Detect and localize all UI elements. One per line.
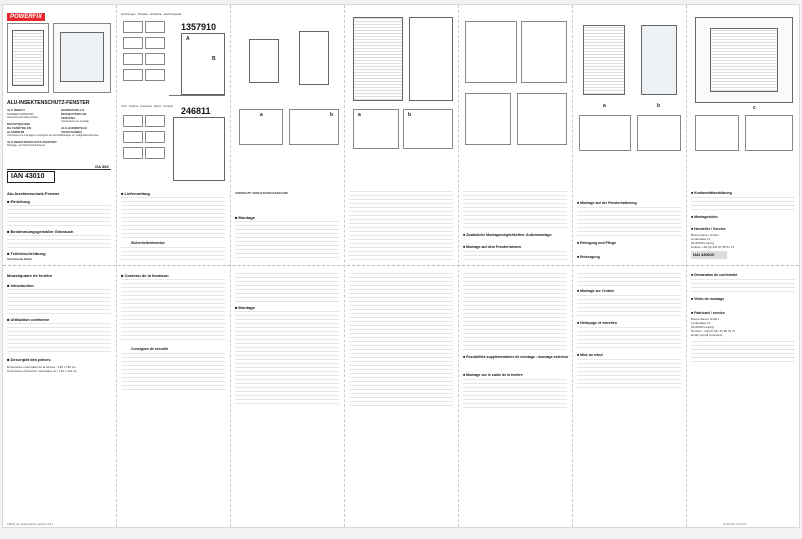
step-figure <box>579 21 631 101</box>
section-heading: ■ Contenu de la livraison <box>121 273 169 278</box>
fold-line <box>3 265 799 266</box>
text-block <box>121 247 225 261</box>
address-line: Lindenallee 27 <box>691 321 711 325</box>
text-block <box>235 221 339 261</box>
tech-data: Dimensions maximales de la fenêtre : 130 x 150 cm <box>7 365 76 369</box>
text-block <box>691 341 795 363</box>
section-heading: Moustiquaire de fenêtre <box>7 273 53 278</box>
brand-logo: POWERFIX <box>7 13 45 21</box>
step-figure-b <box>403 109 453 149</box>
part-image <box>145 69 165 81</box>
section-heading: ■ Descriptif des pièces <box>7 357 51 362</box>
section-heading: ■ Reinigung und Pflege <box>577 241 617 245</box>
label-b: B <box>212 56 216 62</box>
fold-line <box>686 5 687 527</box>
section-heading: Alu-Insektenschutz-Fenster <box>7 191 60 196</box>
text-block <box>7 205 111 227</box>
figure-number: 1357910 <box>181 22 217 32</box>
part-image <box>145 53 165 65</box>
section-heading: ■ Hersteller / Service <box>691 227 726 231</box>
text-block <box>235 273 339 303</box>
address-line: Bremerhaven GmbH <box>691 233 719 237</box>
text-block <box>577 327 681 349</box>
label-a: a <box>358 112 361 118</box>
step-figure-a <box>239 109 283 145</box>
section-heading: ■ Zusätzliche Montagemöglichkeiten: Außenmontage <box>463 233 552 237</box>
section-heading: ■ Possibilités supplémentaires de montage : montage extérieur <box>463 355 569 359</box>
step-figure-b <box>289 109 339 145</box>
text-block <box>463 191 567 231</box>
part-image <box>123 69 143 81</box>
cover-subtitle: Montage- und Sicherheitshinweise <box>7 144 46 147</box>
section-heading: ■ Utilisation conforme <box>7 317 50 322</box>
print-footer-left: 430010_Ins_insektenschutz_gb/fr/de.indd 1 <box>7 523 54 526</box>
label-b: b <box>330 112 334 118</box>
section-heading: ■ Fabricant / service <box>691 311 725 315</box>
cover-subtitle: MOUSTIQUAIRE <box>7 122 31 126</box>
text-block <box>577 359 681 389</box>
step-figure <box>521 21 567 83</box>
text-block <box>577 207 681 237</box>
part-image <box>123 53 143 65</box>
label-b: b <box>657 103 661 109</box>
step-figure <box>637 115 681 151</box>
cover-subtitle: Instrucciones de montaje <box>61 120 89 123</box>
section-heading: ■ Montage <box>235 215 255 220</box>
text-block <box>463 379 567 409</box>
section-heading: ■ Montagevideo <box>691 215 718 219</box>
ian-box: IAN 430010 <box>691 251 727 259</box>
screen-diagram <box>409 17 453 101</box>
cover-subtitle: ALU-INSEKTENSCHUTZ-FENSTER <box>7 140 57 144</box>
fold-line <box>116 5 117 527</box>
fold-line <box>458 5 459 527</box>
print-footer-right: 26.03.2024 14:33 Uhr <box>723 523 747 526</box>
step-figure <box>293 25 337 91</box>
cover-subtitle: VOOR RAMEN <box>61 130 82 134</box>
section-heading: ■ Nettoyage et entretien <box>577 321 617 325</box>
text-block <box>577 273 681 287</box>
text-block <box>577 295 681 317</box>
section-heading: ■ Montage sur l'entrée <box>577 289 615 293</box>
text-block <box>691 279 795 293</box>
step-figure <box>579 115 631 151</box>
window-diagram <box>695 17 793 103</box>
section-heading: ■ Déclaration de conformité <box>691 273 738 277</box>
text-block <box>235 311 339 407</box>
step-figure <box>239 33 289 89</box>
step-figure-a <box>353 109 399 149</box>
part-image <box>123 37 143 49</box>
section-heading: ■ Einleitung <box>7 199 30 204</box>
label-b: b <box>408 112 412 118</box>
cover-subtitle: SCREEN WINDOW <box>7 112 34 116</box>
part-image <box>123 21 143 33</box>
cover-window-image <box>53 23 111 93</box>
parts-list <box>121 279 225 343</box>
figure-header: Zeichnungen · Template · Schablone · Zeichnungssatz <box>121 13 182 16</box>
text-block <box>463 251 567 261</box>
figure-header: Umsl · Schema · Contenuto · Mount · Contents <box>121 105 174 108</box>
figure-number: 246811 <box>181 106 211 116</box>
section-heading: ■ Teilebeschreibung <box>7 251 46 256</box>
dimension-line <box>169 95 225 103</box>
text-block <box>463 273 567 353</box>
address-line: Hotline: +49 (0) 341 97 95 61 73 <box>691 245 735 249</box>
fold-line <box>344 5 345 527</box>
cover-subtitle: Instructions de montage et consignes de sécurité <box>7 134 62 137</box>
address-line: Lindenallee 27 <box>691 237 711 241</box>
part-image <box>145 131 165 143</box>
cover-subtitle: Montage- en veiligheidsinstructies <box>61 134 99 137</box>
part-image <box>145 21 165 33</box>
manual-sheet <box>2 4 800 528</box>
part-image <box>145 147 165 159</box>
label-a: a <box>603 103 606 109</box>
ga-code: GA 364 <box>95 164 109 169</box>
part-image <box>145 37 165 49</box>
cover-subtitle: ALUMINIUM <box>7 130 25 134</box>
address-line: Numéro: +49 (0) 341 97 95 61 73 <box>691 329 736 333</box>
window-frame-diagram <box>181 33 225 95</box>
text-block <box>7 235 111 251</box>
text-block <box>349 273 453 407</box>
cover-subtitle: Assembly and safety advice <box>7 116 38 119</box>
cover-product-image <box>7 23 49 93</box>
part-image <box>145 115 165 127</box>
text-block <box>349 191 453 261</box>
window-frame-diagram <box>173 117 225 181</box>
label-a: A <box>186 36 190 42</box>
address-line: Bremerhaven GmbH <box>691 317 719 321</box>
section-heading: ■ Montage auf der Fensterhalterung <box>577 201 637 205</box>
section-heading: ■ Vidéo de montage <box>691 297 725 301</box>
step-figure <box>517 93 567 145</box>
step-figure <box>695 115 739 151</box>
divider <box>7 169 111 170</box>
address-line: Email: [email protected] <box>691 333 723 337</box>
parts-list <box>121 197 225 239</box>
address-line: 04-81502 Leipzig <box>691 241 715 245</box>
part-image <box>123 131 143 143</box>
cover-subtitle-left: ALU INSECT <box>7 108 25 112</box>
text-block <box>121 353 225 393</box>
step-figure <box>637 21 681 101</box>
section-heading: ■ Montage sur le cadre de la fenêtre <box>463 373 523 377</box>
step-figure <box>465 93 511 145</box>
cover-subtitle: MOSQUITERO DE <box>61 112 87 116</box>
tech-data: Dimensions d'insertion maximales du : 120 x 144 cm <box>7 369 77 373</box>
part-image <box>123 115 143 127</box>
safety-heading: Sicherheitshinweise <box>131 241 165 245</box>
section-heading: ■ Konformitätserklärung <box>691 191 732 195</box>
cover-subtitle: DE FENÊTRE EN <box>7 126 32 130</box>
tech-data-title: Technische Daten <box>7 257 33 261</box>
screen-diagram <box>353 17 403 101</box>
cover-subtitle: VENTANA <box>61 116 76 120</box>
section-heading: ■ Entsorgung <box>577 255 600 259</box>
label-a: a <box>260 112 263 118</box>
safety-heading: Consignes de sécurité <box>131 347 169 351</box>
section-heading: ■ Montage auf dem Fensterrahmen <box>463 245 522 249</box>
text-block <box>691 197 795 211</box>
section-heading: ■ Montage <box>235 305 255 310</box>
step-figure <box>465 21 517 83</box>
step-figure <box>745 115 793 151</box>
label-c: c <box>753 105 756 111</box>
warning-text: VORSICHT! VERLETZUNGSGEFAHR! <box>235 191 289 195</box>
part-image <box>123 147 143 159</box>
section-heading: ■ Bestimmungsgemäßer Gebrauch <box>7 229 74 234</box>
cover-subtitle: ALU-HORRETEAU <box>61 126 88 130</box>
cover-subtitle: HORRETROLLO <box>61 108 85 112</box>
address-line: 04-81502 Leipzig <box>691 325 715 329</box>
cover-title: ALU-INSEKTENSCHUTZ-FENSTER <box>7 100 90 106</box>
fold-line <box>572 5 573 527</box>
section-heading: ■ Introduction <box>7 283 34 288</box>
fold-line <box>230 5 231 527</box>
section-heading: ■ Mise au rebut <box>577 353 603 357</box>
text-block <box>7 323 111 353</box>
text-block <box>7 289 111 315</box>
section-heading: ■ Lieferumfang <box>121 191 150 196</box>
ian-box: IAN 43010 <box>7 171 55 183</box>
